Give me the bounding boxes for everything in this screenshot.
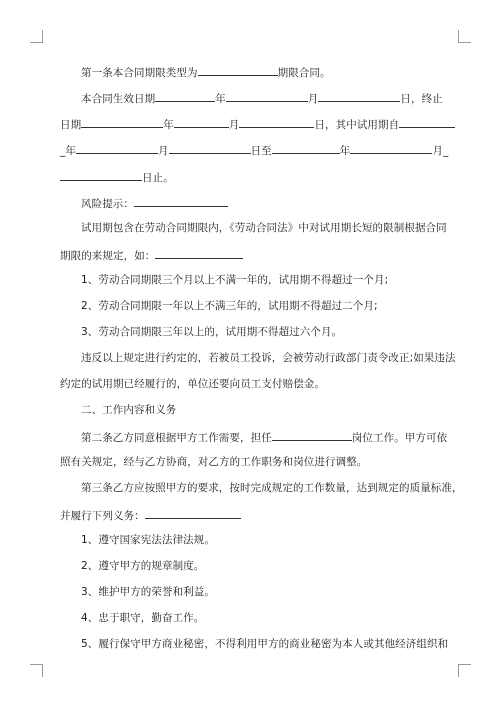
line-text: 3、维护甲方的荣誉和利益。: [81, 586, 215, 598]
line-text: 第二条乙方同意根据甲方工作需要，担任: [81, 432, 272, 444]
line-text: 岗位工作。甲方可依: [351, 432, 448, 444]
text-line: [81, 325, 342, 339]
text-line: [60, 507, 241, 523]
blank-field: [81, 116, 163, 128]
text-line: [60, 455, 367, 469]
blank-field: [155, 90, 215, 102]
line-text: 4、忠于职守，勤奋工作。: [81, 612, 205, 624]
crop-mark-bottom-left: [30, 664, 43, 677]
line-text: 月: [157, 145, 169, 157]
text-line: [81, 351, 456, 365]
text-line: [60, 247, 243, 263]
line-text: 试用期包含在劳动合同期限内，《劳动合同法》中对试用期长短的限制根据合同: [81, 222, 447, 234]
blank-field: [399, 116, 455, 128]
text-line: [81, 90, 443, 106]
line-text: 二、工作内容和义务: [81, 404, 177, 416]
line-text: 照有关规定，经与乙方协商，对乙方的工作职务和岗位进行调整。: [60, 456, 368, 468]
line-text: 月: [307, 93, 319, 105]
line-text: 期限的来规定，如：: [60, 250, 156, 262]
text-line: [81, 403, 176, 417]
blank-field: [145, 507, 241, 519]
text-line: [60, 116, 455, 132]
text-line: [81, 611, 204, 625]
line-text: 约定的试用期已经履行的，单位还要向员工支付赔偿金。: [60, 378, 325, 390]
line-text: 5、履行保守甲方商业秘密，不得利用甲方的商业秘密为本人或其他经济组织和: [81, 638, 449, 650]
line-text: 期限合同。: [277, 67, 331, 79]
line-text: 1、劳动合同期限三个月以上不满一年的，试用期不得超过一个月;: [81, 274, 389, 286]
text-line: [60, 169, 174, 185]
blank-field: [76, 142, 158, 154]
text-line: [81, 273, 388, 287]
line-text: 日，终止: [400, 93, 443, 105]
blank-field: [198, 64, 278, 76]
blank-field: [226, 90, 308, 102]
line-text: 月: [228, 119, 240, 131]
line-text: 2、劳动合同期限一年以上不满三年的，试用期不得超过二个月;: [81, 300, 378, 312]
text-line: [81, 559, 204, 573]
line-text: 2、遵守甲方的规章制度。: [81, 560, 205, 572]
line-text: 年: [215, 93, 226, 105]
line-text: 并履行下列义务：: [60, 510, 145, 522]
line-text: 日至: [250, 145, 272, 157]
blank-field: [174, 116, 229, 128]
text-line: [81, 64, 331, 80]
text-line: [81, 195, 228, 211]
blank-field: [272, 429, 352, 441]
line-text: 第三条乙方应按照甲方的要求，按时完成规定的工作数量，达到规定的质量标准，: [81, 482, 463, 494]
text-line: [81, 533, 215, 547]
line-text: 日期: [60, 119, 82, 131]
line-text: 日止。: [142, 172, 174, 184]
crop-mark-top-right: [458, 30, 471, 43]
text-line: [60, 142, 448, 158]
line-text: 月_: [432, 145, 449, 157]
line-text: 1、遵守国家宪法法律法规。: [81, 534, 215, 546]
text-line: [81, 585, 215, 599]
text-line: [81, 221, 447, 235]
line-text: 年: [163, 119, 174, 131]
crop-mark-top-left: [30, 30, 43, 43]
text-line: [81, 637, 448, 651]
text-line: [81, 429, 447, 445]
line-text: 年: [339, 145, 351, 157]
blank-field: [350, 142, 432, 154]
crop-mark-bottom-right: [458, 664, 471, 677]
blank-field: [239, 116, 314, 128]
blank-field: [155, 247, 243, 259]
text-line: [81, 481, 463, 495]
line-text: 日，其中试用期自: [314, 119, 400, 131]
blank-field: [169, 142, 251, 154]
line-text: 本合同生效日期: [81, 93, 156, 105]
line-text: _年: [60, 145, 76, 157]
blank-field: [134, 195, 228, 207]
line-text: 违反以上规定进行约定的，若被员工投诉，会被劳动行政部门责令改正;如果违法: [81, 352, 456, 364]
blank-field: [318, 90, 400, 102]
text-line: [60, 377, 325, 391]
line-text: 风险提示：: [81, 198, 134, 210]
line-text: 第一条本合同期限类型为: [81, 67, 198, 79]
blank-field: [272, 142, 340, 154]
blank-field: [60, 169, 142, 181]
line-text: 3、劳动合同期限三年以上的，试用期不得超过六个月。: [81, 326, 343, 338]
text-line: [81, 299, 378, 313]
